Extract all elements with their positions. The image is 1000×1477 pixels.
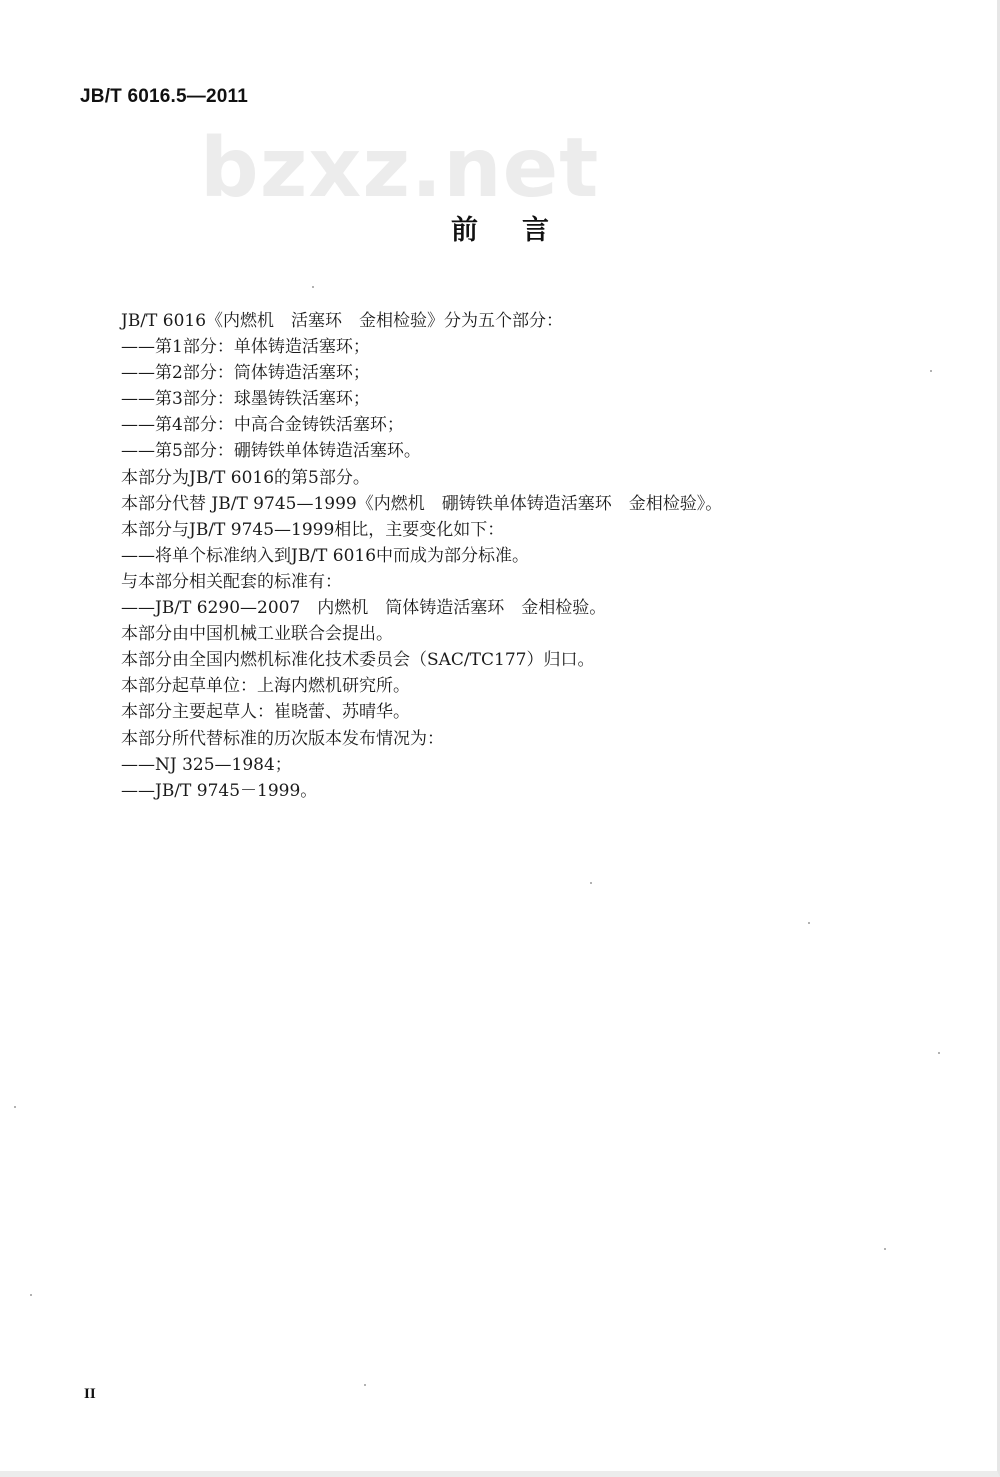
scan-speck — [14, 1106, 16, 1108]
document-code: JB/T 6016.5—2011 — [80, 86, 248, 107]
watermark: bzxz.net — [200, 121, 600, 216]
body-line: 本部分所代替标准的历次版本发布情况为： — [121, 728, 444, 749]
body-line: ——第1部分：单体铸造活塞环； — [121, 337, 370, 358]
scan-speck — [364, 1384, 366, 1386]
body-line: 本部分由中国机械工业联合会提出。 — [121, 624, 393, 645]
scan-speck — [30, 1294, 32, 1296]
body-line: ——NJ 325—1984； — [121, 754, 292, 775]
body-line: 本部分主要起草人：崔晓蕾、苏晴华。 — [121, 702, 410, 723]
scan-speck — [312, 286, 314, 288]
scan-speck — [884, 1248, 886, 1250]
scan-speck — [938, 1052, 940, 1054]
page-title: 前言 — [451, 215, 593, 246]
body-line: 本部分与JB/T 9745—1999相比，主要变化如下： — [121, 519, 505, 540]
body-line: ——JB/T 6290—2007 内燃机 筒体铸造活塞环 金相检验。 — [121, 598, 607, 619]
body-line: ——将单个标准纳入到JB/T 6016中而成为部分标准。 — [121, 545, 530, 566]
body-line: JB/T 6016《内燃机 活塞环 金相检验》分为五个部分： — [121, 311, 564, 331]
body-line: 本部分为JB/T 6016的第5部分。 — [121, 467, 370, 488]
scan-speck — [808, 922, 810, 924]
scan-speck — [590, 882, 592, 884]
page-number: II — [84, 1386, 96, 1402]
body-line: 本部分由全国内燃机标准化技术委员会（SAC/TC177）归口。 — [121, 650, 595, 671]
scan-speck — [930, 370, 932, 372]
body-line: 本部分起草单位：上海内燃机研究所。 — [121, 676, 410, 697]
body-line: ——第3部分：球墨铸铁活塞环； — [121, 389, 370, 410]
body-line: 本部分代替 JB/T 9745—1999《内燃机 硼铸铁单体铸造活塞环 金相检验》。 — [121, 493, 723, 514]
body-line: ——JB/T 9745－1999。 — [121, 780, 318, 801]
body-line: ——第5部分：硼铸铁单体铸造活塞环。 — [121, 441, 421, 462]
body-line: 与本部分相关配套的标准有： — [121, 571, 342, 592]
body-line: ——第2部分：筒体铸造活塞环； — [121, 363, 370, 384]
body-line: ——第4部分：中高合金铸铁活塞环； — [121, 415, 404, 436]
foreword-body — [121, 308, 881, 804]
